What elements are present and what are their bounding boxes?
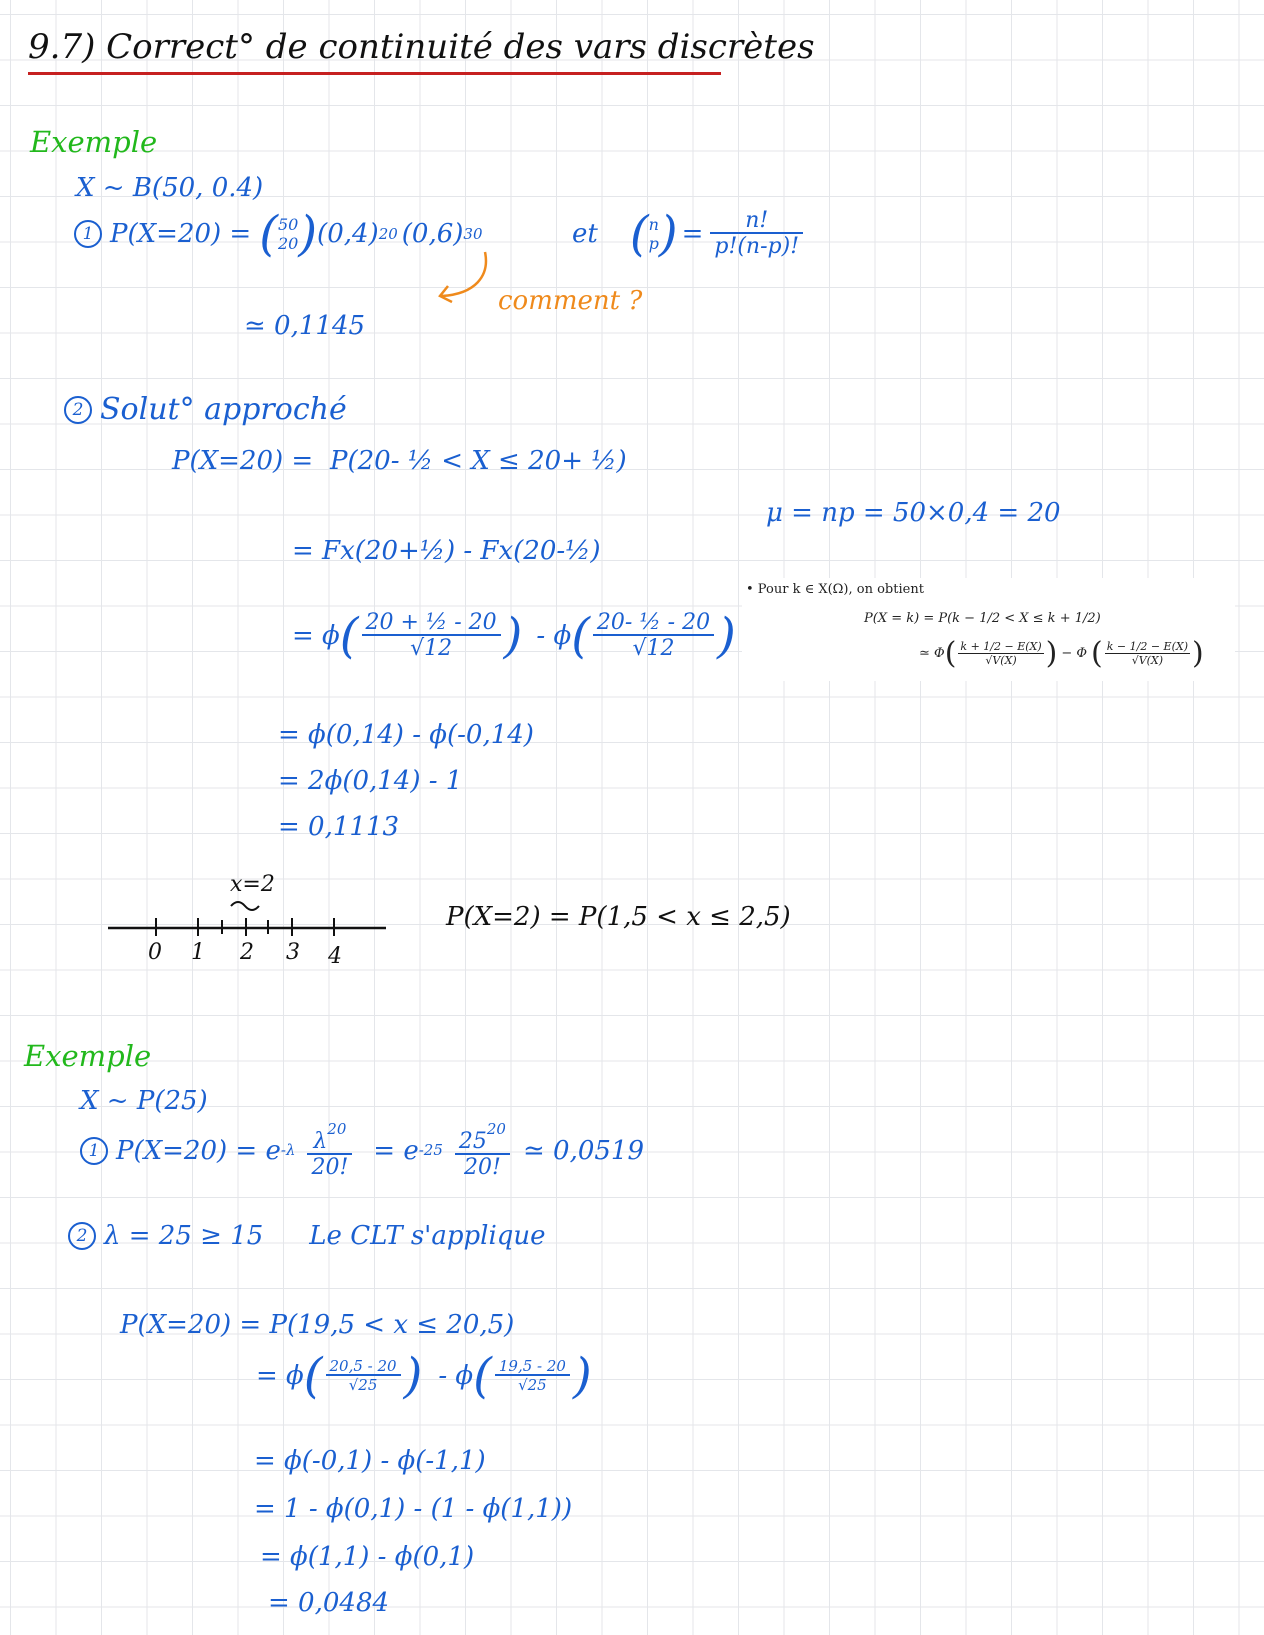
example2-line5: = ϕ(1,1) - ϕ(0,1) [260, 1542, 475, 1572]
step-number-badge: 2 [68, 1222, 96, 1250]
title-underline [28, 72, 721, 75]
exponent-30: 30 [463, 224, 483, 243]
binomial-definition: et ( n p ) = $\frac{n!}{p!(n-p)!}$ [572, 210, 806, 258]
comment-note: comment ? [498, 286, 643, 316]
exponent-20: 20 [378, 224, 398, 243]
tick-label-1: 1 [191, 940, 205, 965]
step2-line4: = ϕ(0,14) - ϕ(-0,14) [278, 720, 534, 750]
axis-marker-label: x=2 [230, 872, 275, 897]
clt-fraction-lower: $\frac{19,5 - 20}{√25}$ [495, 1359, 570, 1393]
step-number-badge: 1 [74, 220, 102, 248]
binomial-np: n p [648, 215, 659, 253]
example2-line2: = ϕ ( $\frac{20,5 - 20}{√25}$ ) - ϕ ( $\frac{19,5 - 20}{√25}$ ) [256, 1348, 592, 1404]
continuity-equation: P(X=2) = P(1,5 < x ≤ 2,5) [446, 902, 791, 932]
example2-distribution: X ~ P(25) [80, 1086, 208, 1116]
mean-calculation: μ = np = 50×0,4 = 20 [766, 498, 1061, 528]
lhs-text: P(X=20) = [110, 219, 252, 249]
tick-label-4: 4 [328, 944, 342, 969]
comment-arrow-icon [430, 246, 500, 316]
step2-line1-lhs: P(X=20) = [172, 446, 314, 476]
poisson-approx-value: ≃ 0,0519 [522, 1135, 645, 1166]
clt-applies-text: Le CLT s'applique [309, 1221, 546, 1251]
example2-line4: = 1 - ϕ(0,1) - (1 - ϕ(1,1)) [254, 1494, 573, 1524]
standardized-fraction-lower: $\frac{\text{20- ½ - 20}}{√12}$ [593, 612, 714, 660]
factorial-fraction: $\frac{n!}{p!(n-p)!}$ [710, 210, 803, 258]
example1-step1-equation: 1 P(X=20) = ( 50 20 ) (0,4) 20 (0,6) 30 [74, 210, 483, 258]
example2-line1: P(X=20) = P(19,5 < x ≤ 20,5) [120, 1310, 515, 1340]
approx-solution-label: Solut° approché [100, 392, 347, 427]
tick-label-3: 3 [286, 940, 300, 965]
example2-step2-condition: 2 λ = 25 ≥ 15 Le CLT s'applique [68, 1222, 546, 1250]
example2-heading: Exemple [24, 1039, 152, 1073]
step2-line6: = 0,1113 [278, 812, 400, 842]
tick-label-0: 0 [148, 940, 162, 965]
poisson-fraction-lambda: $\frac{\lambda^{20}}{20!}$ [307, 1122, 352, 1179]
factor-06: (0,6) [401, 219, 464, 249]
step2-line5: = 2ϕ(0,14) - 1 [278, 766, 463, 796]
step2-line3: = ϕ ( $\frac{\text{20 + ½ - 20}}{√12}$ ) - ϕ ( $\frac{\text{20- ½ - 20}}{√12}$ ) [292, 608, 736, 664]
example2-line3: = ϕ(-0,1) - ϕ(-1,1) [254, 1446, 486, 1476]
step2-line2: = Fx(20+½) - Fx(20-½) [292, 536, 601, 566]
printed-line1: • Pour k ∈ X(Ω), on obtient [746, 582, 924, 597]
et-word: et [572, 219, 598, 249]
example1-heading: Exemple [30, 125, 158, 159]
binomial-approx-value: ≃ 0,1145 [244, 311, 366, 341]
example1-step2-heading [64, 392, 347, 427]
standardized-fraction-upper: $\frac{\text{20 + ½ - 20}}{√12}$ [362, 612, 501, 660]
binomial-coefficient: 50 20 [277, 215, 299, 253]
tick-label-2: 2 [240, 940, 254, 965]
poisson-fraction-25: $\frac{25^{20}}{20!}$ [455, 1122, 510, 1179]
step2-line1-rhs: P(20- ½ < X ≤ 20+ ½) [330, 446, 627, 476]
example2-line6: = 0,0484 [268, 1588, 390, 1618]
printed-formula-box [742, 578, 1235, 681]
step-number-badge: 2 [64, 396, 92, 424]
page-title: 9.7) Correct° de continuité des vars discrètes [28, 27, 815, 67]
factor-04: (0,4) [317, 219, 379, 249]
example1-distribution: X ~ B(50, 0.4) [76, 173, 264, 203]
clt-fraction-upper: $\frac{20,5 - 20}{√25}$ [326, 1359, 401, 1393]
printed-line2: P(X = k) = P(k − 1/2 < X ≤ k + 1/2) [864, 611, 1101, 626]
step-number-badge: 1 [80, 1137, 108, 1165]
printed-line3: ≃ Φ ( k + 1/2 − E(X) √V(X) ) − Φ ( k − 1/2 − E(X) √V(X) ) [919, 636, 1204, 671]
example2-step1-equation: 1 P(X=20) = e -λ $\frac{\lambda^{20}}{20!}$ = e -25 $\frac{25^{20}}{20!}$ ≃ 0,0519 [80, 1122, 644, 1179]
